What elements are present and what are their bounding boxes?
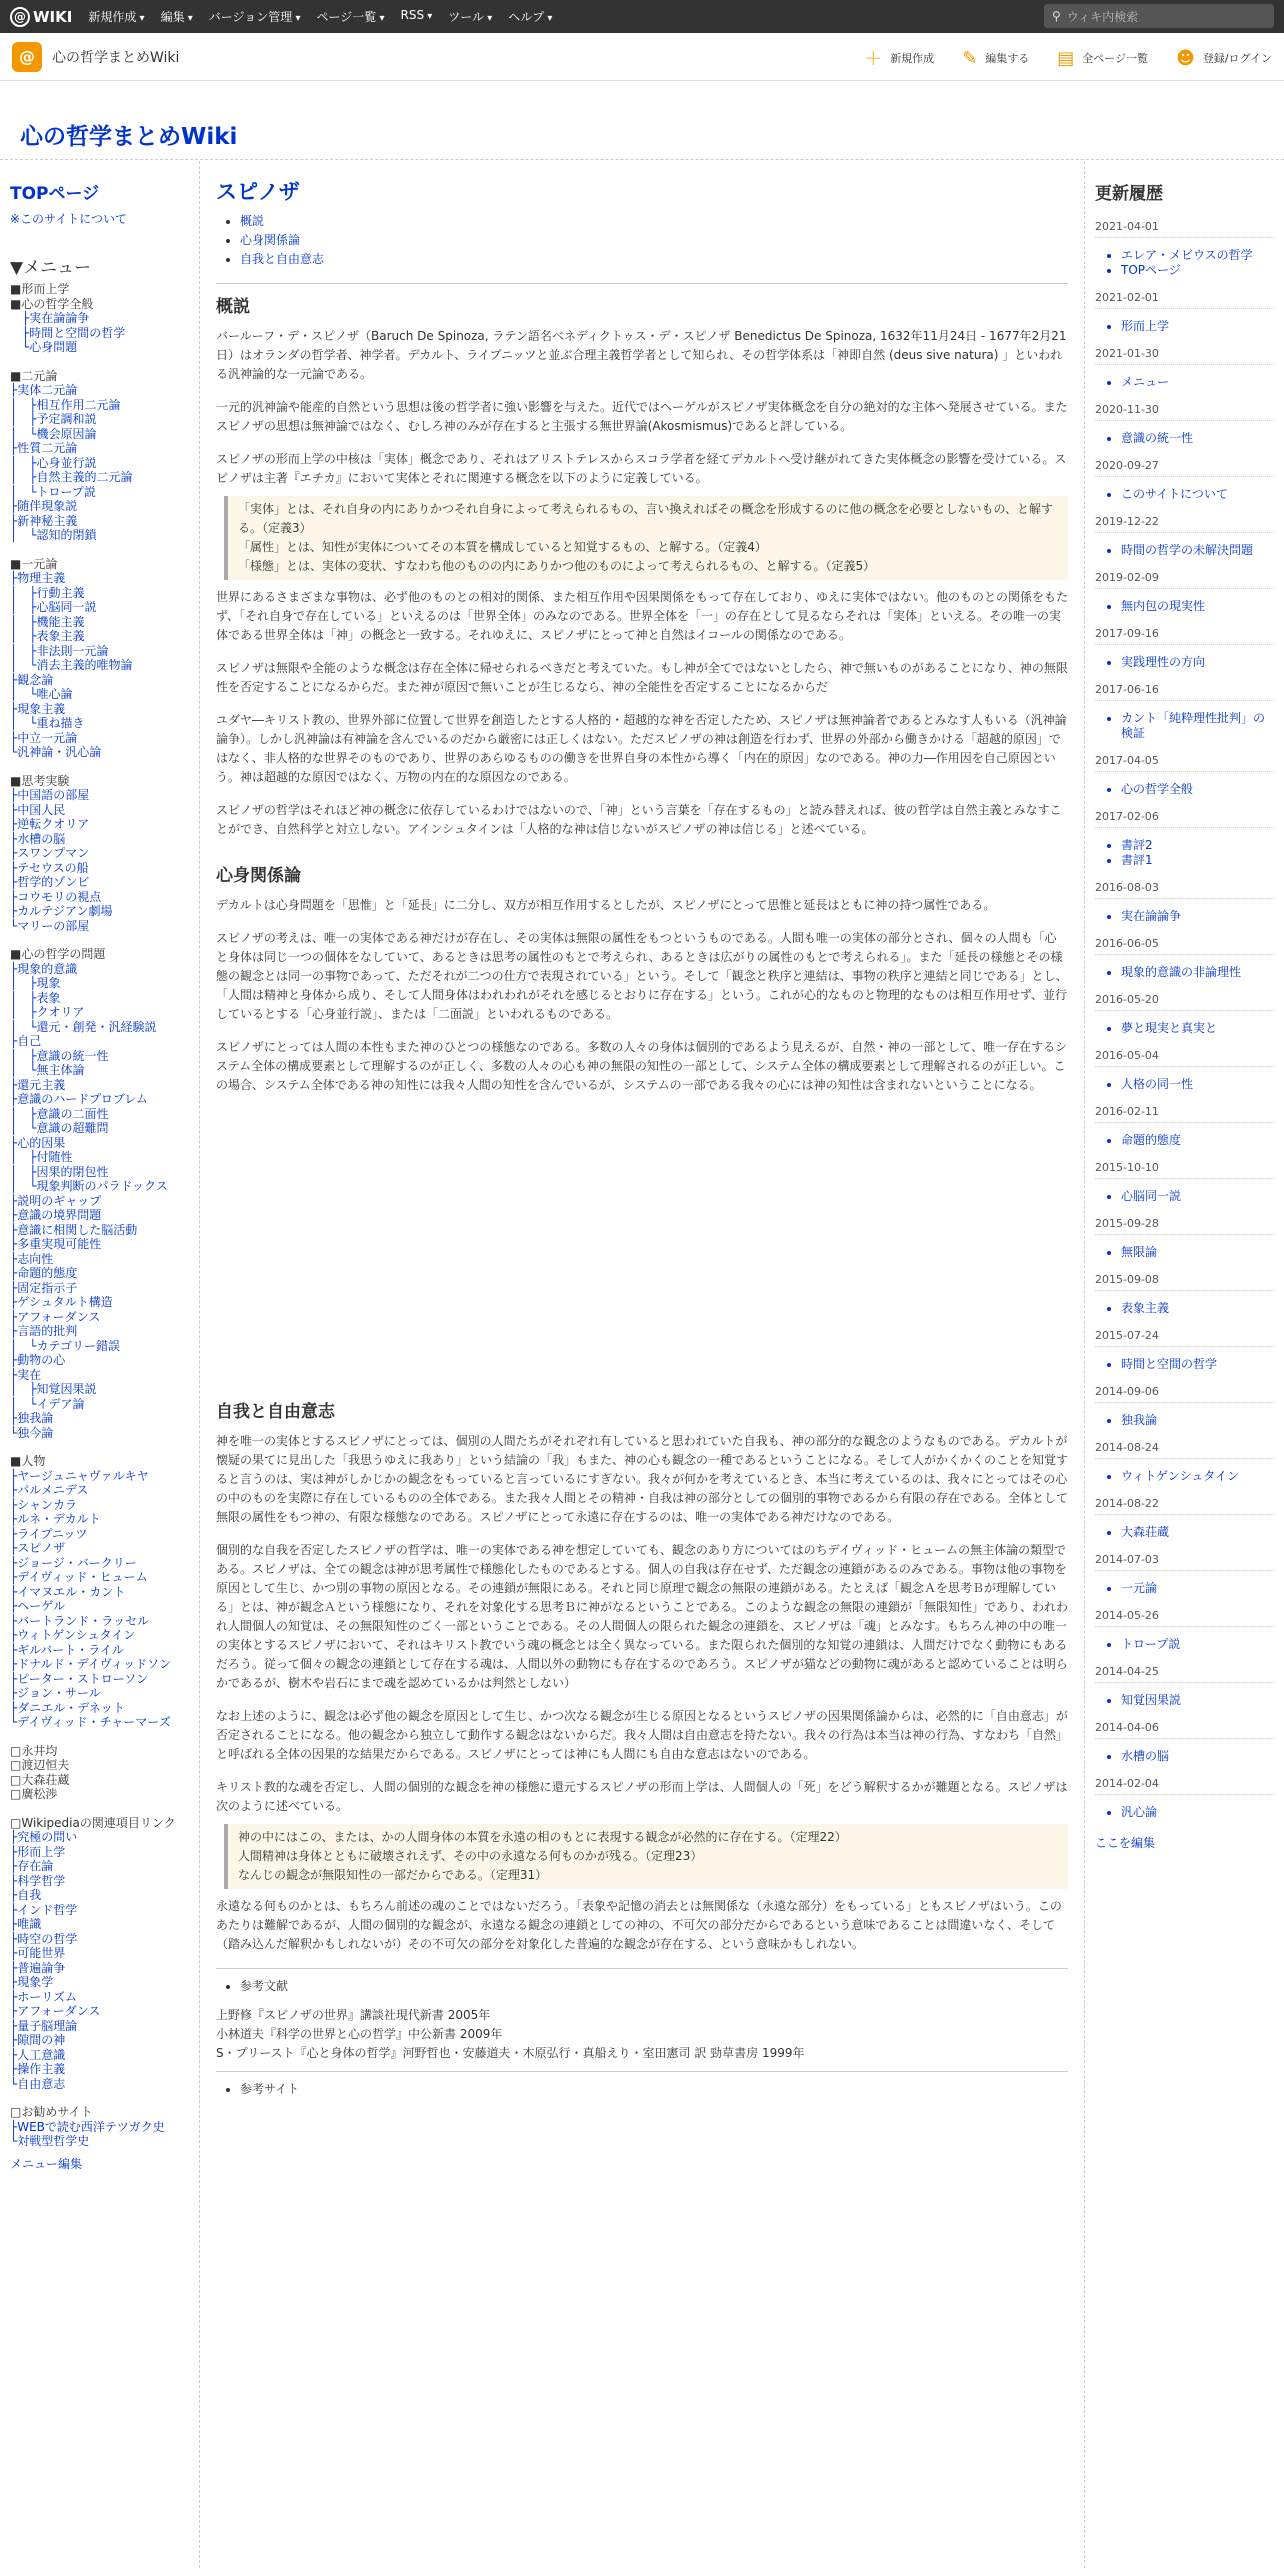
paragraph: 世界にあるさまざまな事物は、必ず他のものとの相対的関係、また相互作用や因果関係をもって存在しており、ゆえに実体ではない。他のものとの関係をもたず、「それ自身で存在している」といえるのは「世界全体」のみなのである。世界全体を「一」の存在として見るならそれは「実体」といえる。その唯一の実体である世界全体は「神」の概念と一致する。それゆえに、スピノザにとって神と自然はイコールの関係なのである。: [216, 590, 1069, 642]
menu-item[interactable]: ├ヘーゲル: [10, 1599, 65, 1613]
menu-item[interactable]: ├意識に相関した脳活動: [10, 1222, 138, 1237]
menu-item[interactable]: ├時空の哲学: [10, 1931, 78, 1946]
menu-item[interactable]: │ ├意識の統一性: [10, 1048, 109, 1063]
users-icon: ☻: [1176, 47, 1195, 69]
menu-item[interactable]: ├新神秘主義: [10, 513, 78, 528]
update-link[interactable]: • このサイトについて: [1121, 487, 1274, 502]
menu-item[interactable]: │ ├自然主義的二元論: [10, 470, 133, 484]
section-heading: 心身関係論: [216, 866, 301, 886]
reference-item: 小林道夫『科学の世界と心の哲学』中公新書 2009年: [216, 2027, 503, 2041]
menu-spacer: [10, 933, 191, 947]
menu-item[interactable]: □渡辺恒夫: [10, 1758, 70, 1772]
top-page-link[interactable]: TOPページ: [10, 184, 100, 204]
menu-item[interactable]: ├命題的態度: [10, 1266, 78, 1280]
right-sidebar: [1084, 161, 1284, 2568]
menu-item[interactable]: ├言語的批判: [10, 1324, 78, 1338]
menu-item[interactable]: │ └無主体論: [10, 1063, 85, 1077]
update-link[interactable]: • カント「純粋理性批判」の検証: [1121, 711, 1274, 741]
update-date: 2016-05-20: [1095, 993, 1274, 1011]
update-link[interactable]: • 形而上学: [1121, 319, 1274, 334]
menu-item[interactable]: │ └カテゴリー錯誤: [10, 1338, 120, 1353]
menu-item[interactable]: ├固定指示子: [10, 1280, 78, 1295]
menu-item[interactable]: ├ピーター・ストローソン: [10, 1671, 149, 1686]
wiki-logo[interactable]: @ WIKI: [10, 7, 72, 27]
login-button[interactable]: ☻ 登録/ログイン: [1176, 47, 1272, 69]
menu-item[interactable]: ├ヤージュニャヴァルキヤ: [10, 1468, 149, 1483]
menu-item[interactable]: ├隙間の神: [10, 2033, 66, 2047]
top-menu-item[interactable]: RSS ▾: [400, 8, 432, 25]
update-link[interactable]: • 現象的意識の非論理性: [1121, 965, 1274, 980]
site-header: [0, 33, 1284, 81]
update-link[interactable]: • 時間と空間の哲学: [1121, 1357, 1274, 1372]
update-link[interactable]: • 意識の統一性: [1121, 431, 1274, 446]
menu-item[interactable]: ├ウィトゲンシュタイン: [10, 1628, 136, 1642]
toc-item: • 自我と自由意志: [240, 250, 1068, 269]
update-date: 2017-06-16: [1095, 683, 1274, 701]
update-date: 2015-09-08: [1095, 1273, 1274, 1291]
right-edit-link[interactable]: ここを編集: [1095, 1836, 1156, 1850]
menu-item[interactable]: └デイヴィッド・チャーマーズ: [10, 1715, 171, 1729]
update-link[interactable]: • 心脳同一説: [1121, 1189, 1274, 1204]
update-date: 2020-09-27: [1095, 459, 1274, 477]
top-menu: [80, 8, 560, 25]
menu-item[interactable]: │ ├知覚因果説: [10, 1382, 97, 1396]
menu-spacer: [10, 1440, 191, 1454]
update-date: 2015-07-24: [1095, 1329, 1274, 1347]
update-date: 2014-04-25: [1095, 1665, 1274, 1683]
update-link[interactable]: • 一元論: [1121, 1581, 1274, 1596]
menu-item[interactable]: ├中国人民: [10, 802, 66, 817]
menu-item[interactable]: ├ジョージ・バークリー: [10, 1555, 137, 1570]
menu-item[interactable]: │ └還元・創発・汎経験説: [10, 1019, 157, 1034]
update-link[interactable]: • 時間の哲学の未解決問題: [1121, 543, 1274, 558]
about-link[interactable]: ※このサイトについて: [10, 212, 127, 226]
menu-item[interactable]: ├普遍論争: [10, 1960, 66, 1975]
menu-item[interactable]: │ ├非法則一元論: [10, 643, 109, 658]
top-menu-item[interactable]: ツール ▾: [448, 8, 492, 25]
update-link[interactable]: • 書評2: [1121, 838, 1274, 853]
menu-item[interactable]: ■一元論: [10, 556, 58, 571]
update-date: 2021-04-01: [1095, 220, 1274, 238]
new-page-button[interactable]: ＋ 新規作成: [864, 45, 934, 71]
update-link[interactable]: • TOPページ: [1121, 263, 1274, 278]
menu-item[interactable]: │ ├相互作用二元論: [10, 397, 121, 412]
menu-item[interactable]: │ ├現象: [10, 976, 61, 990]
menu-spacer: [10, 1802, 191, 1816]
menu-item[interactable]: ■心の哲学の問題: [10, 947, 106, 961]
update-date: 2021-02-01: [1095, 291, 1274, 309]
update-link[interactable]: • 知覚因果説: [1121, 1693, 1274, 1708]
menu-item[interactable]: │ └意識の超難問: [10, 1121, 109, 1135]
menu-item[interactable]: ├中国語の部屋: [10, 788, 90, 802]
update-date: 2016-06-05: [1095, 937, 1274, 955]
main-content: [200, 161, 1084, 2568]
menu-item[interactable]: ├物理主義: [10, 571, 66, 585]
site-banner: [0, 82, 1284, 160]
update-link[interactable]: • 実践理性の方向: [1121, 655, 1274, 670]
menu-item[interactable]: ├ジョン・サール: [10, 1686, 101, 1700]
update-link[interactable]: • トロープ説: [1121, 1637, 1274, 1652]
menu-item[interactable]: ├自我: [10, 1888, 42, 1902]
menu-item[interactable]: │ ├機能主義: [10, 614, 85, 629]
menu-item[interactable]: ├ギルバート・ライル: [10, 1642, 124, 1657]
update-date: 2014-08-24: [1095, 1441, 1274, 1459]
menu-item[interactable]: ■人物: [10, 1454, 46, 1468]
menu-item[interactable]: ├説明のギャップ: [10, 1193, 102, 1208]
menu-item[interactable]: ├現象主義: [10, 701, 66, 716]
update-links: [1121, 1021, 1274, 1036]
paragraph: キリスト教的な魂を否定し、人間の個別的な観念を神の様態に還元するスピノザの形而上学は、人間個人の「死」をどう解釈するかが難題となる。スピノザは次のように述べている。: [216, 1780, 1068, 1813]
update-links: [1121, 1189, 1274, 1204]
update-links: [1121, 909, 1274, 924]
update-links: [1121, 319, 1274, 334]
update-links: [1121, 1749, 1274, 1764]
update-links: [1121, 375, 1274, 390]
update-link[interactable]: • 水槽の脳: [1121, 1749, 1274, 1764]
menu-item[interactable]: ├存在論: [10, 1859, 54, 1873]
reference-item: 上野修『スピノザの世界』講談社現代新書 2005年: [216, 2008, 491, 2022]
edit-button[interactable]: ✎ 編集する: [962, 47, 1030, 69]
page-title: スピノザ: [216, 180, 300, 204]
update-link[interactable]: • 汎心論: [1121, 1805, 1274, 1820]
update-links: [1121, 599, 1274, 614]
menu-heading: ▼メニュー: [10, 258, 92, 278]
menu-item[interactable]: ├実在論論争: [10, 311, 90, 325]
menu-item[interactable]: ├スピノザ: [10, 1541, 66, 1555]
menu-spacer: [10, 543, 191, 557]
menu-item[interactable]: ├意識の境界問題: [10, 1208, 102, 1222]
menu-item[interactable]: │ ├表象主義: [10, 629, 85, 643]
paragraph: スピノザにとっては人間の本性もまた神のひとつの様態なのである。多数の人々の身体は個別的であるよう見えるが、自然・神の一部として、唯一存在するシステム全体の構成要素として理解するのが正しく、多数の人々の心も神の無限の知性の一部として、システム全体の構成要素として理解されるのが正しい。この場合、システム全体である神の知性には我々人間の知性を含んでいるが、システムの一部である我々の心には神の知性は含まれないということになる。: [216, 1040, 1068, 1092]
update-link[interactable]: • メニュー: [1121, 375, 1274, 390]
menu-item[interactable]: ├シャンカラ: [10, 1497, 77, 1512]
menu-item[interactable]: ├カルテジアン劇場: [10, 904, 113, 918]
update-link[interactable]: • 大森荘蔵: [1121, 1525, 1274, 1540]
update-links: [1121, 782, 1274, 797]
update-links: [1121, 655, 1274, 670]
menu-item[interactable]: │ └重ね描き: [10, 716, 85, 730]
update-link[interactable]: • 命題的態度: [1121, 1133, 1274, 1148]
update-links: [1121, 1805, 1274, 1820]
sites-heading: • 参考サイト: [240, 2080, 1068, 2099]
header-actions: [836, 45, 1272, 71]
menu-item[interactable]: ├パルメニデス: [10, 1483, 89, 1497]
menu-item[interactable]: └心身問題: [10, 340, 78, 354]
update-links: [1121, 711, 1274, 741]
menu-item[interactable]: ├形而上学: [10, 1844, 66, 1859]
menu-item[interactable]: ├志向性: [10, 1251, 54, 1266]
menu-item[interactable]: ├ダニエル・デネット: [10, 1700, 125, 1715]
paragraph: 一元的汎神論や能産的自然という思想は後の哲学者に強い影響を与えた。近代ではヘーゲルがスピノザ実体概念を自分の絶対的な主体へ発展させている。またスピノザの思想は無神論ではなく、むしろ神のみが存在すると主張する無世界論(Akosmismus)であると評している。: [216, 400, 1068, 433]
paragraph: スピノザの形而上学の中核は「実体」概念であり、それはアリストテレスからスコラ学者を経てデカルトへ受け継がれてきた実体概念の影響を受けている。スピノザは主著『エチカ』において実体とそれに関連する概念を以下のように定義している。: [216, 452, 1067, 485]
section-heading: 概説: [216, 283, 1068, 317]
menu-item[interactable]: ■思考実験: [10, 773, 70, 788]
update-date: 2014-07-03: [1095, 1553, 1274, 1571]
menu-item[interactable]: ├操作主義: [10, 2062, 66, 2076]
paragraph: ユダヤ―キリスト教の、世界外部に位置して世界を創造したとする人格的・超越的な神を否定したため、スピノザは無神論者であるとみなす人もいる（汎神論論争）。しかし汎神論は有神論を含んでいるのだから厳密には正しくはない。ただスピノザの神は創造を行わず、世界の外部から働きかける「超越的原因」ではなく、非人格的な世界そのものであり、世界のあらゆるものの働きを世界自身の本性から導く「内在的原因」なのである。神の力―作用因を自己原因という。神は超越的な原因ではなく、万物の内在的な原因なのである。: [216, 713, 1067, 784]
menu-item[interactable]: ├還元主義: [10, 1077, 66, 1092]
menu-item[interactable]: │ ├予定調和説: [10, 412, 97, 426]
top-menu-item[interactable]: 編集 ▾: [161, 8, 193, 25]
menu-item[interactable]: ├ドナルド・デイヴィッドソン: [10, 1657, 172, 1671]
update-date: 2017-02-06: [1095, 810, 1274, 828]
menu-spacer: [10, 760, 191, 774]
update-links: [1121, 1245, 1274, 1260]
update-link[interactable]: • 夢と現実と真実と: [1121, 1021, 1274, 1036]
update-date: 2021-01-30: [1095, 347, 1274, 365]
at-icon: @: [10, 7, 30, 27]
update-links: [1121, 1469, 1274, 1484]
menu-item[interactable]: □お勧めサイト: [10, 2105, 93, 2119]
ad-space: [216, 1109, 1068, 1389]
update-links: [1121, 431, 1274, 446]
site-logo-icon[interactable]: @: [12, 42, 42, 72]
update-date: 2015-09-28: [1095, 1217, 1274, 1235]
paragraph: 神を唯一の実体とするスピノザにとっては、個別の人間たちがそれぞれ有していると思われていた自我も、神の部分的な観念のようなものである。デカルトが懐疑の果てに見出した「我思うゆえに我あり」という結論の「我」もまた、神の心も観念の一種であるということになる。そして人がかくかくのことを知覚すると言うのは、実は神がしかじかの観念をもっていると言っているにすぎない。我々が何かを考えているとき、本当に考えているのは、我々にとってはその心の中のものを実際に存在しているものの全体である。また我々人間とその精神・自我は神の部分としての個別的事物であるから有限の存在である。全体として無限の属性をもつ神の、有限な様態なのである。スピノザにとって永遠に存在するのは、唯一の実体である神だけなのである。: [216, 1434, 1069, 1524]
wiki-search-input[interactable]: ⚲ ウィキ内検索: [1044, 4, 1274, 28]
update-link[interactable]: • 人格の同一性: [1121, 1077, 1274, 1092]
top-menu-item[interactable]: ヘルプ ▾: [508, 8, 552, 25]
menu-spacer: [10, 1730, 191, 1744]
sites-section: [216, 2071, 1068, 2099]
menu-item[interactable]: ├インド哲学: [10, 1902, 78, 1917]
update-links: [1121, 1413, 1274, 1428]
paragraph: スピノザの哲学はそれほど神の概念に依存しているわけではないので、「神」という言葉を「存在するもの」と読み替えれば、彼の哲学は自然主義とみなすことができ、自然科学と対立しない。アインシュタインは「人格的な神は信じないがスピノザの神は信じる」と述べている。: [216, 803, 1062, 836]
menu-item[interactable]: ├人工意識: [10, 2047, 66, 2062]
table-of-contents: [216, 212, 1068, 269]
menu-item[interactable]: ├イマヌエル・カント: [10, 1584, 126, 1599]
update-links: [1121, 1357, 1274, 1372]
reference-item: S・プリースト『心と身体の哲学』河野哲也・安藤道夫・木原弘行・真船えり・室田憲司 訳 勁草書房 1999年: [216, 2046, 805, 2060]
update-links: [1121, 1693, 1274, 1708]
update-history-list: [1095, 220, 1274, 1820]
update-link[interactable]: • 無内包の現実性: [1121, 599, 1274, 614]
menu-item[interactable]: ├現象学: [10, 1975, 54, 1989]
menu-item[interactable]: ├科学哲学: [10, 1873, 66, 1888]
update-date: 2016-02-11: [1095, 1105, 1274, 1123]
menu-item[interactable]: ├究極の問い: [10, 1830, 78, 1844]
menu-item[interactable]: ├ホーリズム: [10, 1989, 77, 2004]
all-pages-button[interactable]: ▤ 全ページ一覧: [1057, 47, 1149, 69]
menu-item[interactable]: ├唯識: [10, 1917, 42, 1931]
menu-item[interactable]: ■心の哲学全般: [10, 296, 94, 311]
menu-tree: [10, 282, 191, 2149]
menu-item[interactable]: ├ライプニッツ: [10, 1526, 88, 1541]
menu-item[interactable]: │ ├クオリア: [10, 1005, 85, 1019]
update-date: 2017-09-16: [1095, 627, 1274, 645]
update-links: [1121, 1637, 1274, 1652]
menu-item[interactable]: │ ├心脳同一説: [10, 600, 97, 614]
top-menu-item[interactable]: 新規作成 ▾: [88, 8, 144, 25]
menu-item[interactable]: ├哲学的ゾンビ: [10, 875, 90, 889]
blockquote: 「実体」とは、それ自身の内にありかつそれ自身によって考えられるもの、言い換えればその概念を形成するのに他の概念を必要としないもの、と解する。（定義3） 「属性」とは、知性が実体についてその本質を構成していると知覚するもの、と解する。（定義4） 「様態」とは、実体の変状、すなわち他のものの内にありかつ他のものによって考えられるもの、と解する。（定義5）: [224, 496, 1068, 580]
menu-item[interactable]: │ ├因果的閉包性: [10, 1164, 109, 1179]
menu-item[interactable]: ├逆転クオリア: [10, 817, 90, 831]
site-name-link[interactable]: 心の哲学まとめWiki: [52, 49, 180, 66]
menu-item[interactable]: ├スワンプマン: [10, 846, 90, 860]
toc-item: • 概説: [240, 212, 1068, 231]
top-navbar: [0, 0, 1284, 33]
menu-item[interactable]: ├量子脳理論: [10, 2018, 78, 2033]
left-sidebar: [0, 161, 200, 2568]
menu-item[interactable]: │ └唯心論: [10, 687, 73, 701]
update-date: 2014-04-06: [1095, 1721, 1274, 1739]
menu-item[interactable]: └独今論: [10, 1425, 54, 1440]
menu-item[interactable]: ├自己: [10, 1034, 42, 1048]
update-link[interactable]: • 心の哲学全般: [1121, 782, 1274, 797]
paragraph: スピノザの考えは、唯一の実体である神だけが存在し、その実体は無限の属性をもつというものである。人間も唯一の実体の部分とされ、個々の人間も「心と身体は同じ一つの個体をなしていて、あるときは思考の属性のもとで考えられ、あるときは広がりの属性のもとで考えられる」。また「延長の様態とその様態の観念とは同一の事物であって、ただそれが二つの仕方で表現されている」という。そして「観念と秩序と連結は、事物の秩序と連結と同じである」とし、「人間は精神と身体から成り、そして人間身体はわれわれがそれを感じるとおりに存在する」という。これが心的なものと物理的なものは相互作用せず、並行しているとする「心身並行説」、または「二面説」といわれるものである。: [216, 931, 1068, 1021]
update-date: 2016-08-03: [1095, 881, 1274, 899]
menu-item[interactable]: ├バートランド・ラッセル: [10, 1613, 149, 1628]
document-icon: ▤: [1057, 47, 1075, 69]
update-date: 2014-02-04: [1095, 1777, 1274, 1795]
update-link[interactable]: • 実在論論争: [1121, 909, 1274, 924]
menu-item[interactable]: │ └現象判断のパラドックス: [10, 1179, 168, 1193]
paragraph: 個別的な自我を否定したスピノザの哲学は、唯一の実体である神を想定していても、観念のあり方についてはのちデイヴィッド・ヒュームの無主体論の類型である。スピノザは、全ての観念は神が思考属性で様態化したものであるとする。個人の自我は存在せず、ただ観念の連鎖があるのみである。事物は他の事物を原因として生じ、かつ別の事物の原因となる。その連鎖が無限にある。それと同じ原理で観念の無限の連鎖がある。たとえば「観念Ａを思考Ｂが理解している」とは、神が観念Ａという様態になり、それを対象化する思考Ｂに神がなるということである。このような観念の無限の連鎖が「無限知性」であり、われわれ人間個人の知覚は、その無限知性のごく一部ということである。その人間個人の限られた観念の連鎖を、スピノザは「魂」とみなす。もちろん神の中の唯一の実体とするスピノザにおいて、それはキリスト教でいう魂の概念とは全く異なっている。また限られた個別的な知覚の連鎖は、人間だけでなく動物にもあるだろう。従って個々の観念の連鎖として存在する魂は、人間以外の動物にも存在するのであろう。スピノザが猫などの動物に魂があると認めていることは明らかであるが、樹木や岩石にまで魂を認めているかは判然としない）: [216, 1543, 1069, 1690]
menu-item[interactable]: ├ルネ・デカルト: [10, 1512, 101, 1526]
menu-item[interactable]: ├可能世界: [10, 1946, 66, 1960]
menu-item[interactable]: └汎神論・汎心論: [10, 745, 102, 759]
update-links: [1121, 487, 1274, 502]
update-link[interactable]: • エレア・メビウスの哲学: [1121, 248, 1274, 263]
update-date: 2014-09-06: [1095, 1385, 1274, 1403]
menu-item[interactable]: ├テセウスの船: [10, 860, 89, 875]
update-link[interactable]: • 表象主義: [1121, 1301, 1274, 1316]
menu-item[interactable]: │ └消去主義的唯物論: [10, 658, 133, 672]
menu-item[interactable]: ├独我論: [10, 1411, 54, 1425]
menu-item[interactable]: ├動物の心: [10, 1353, 66, 1367]
update-date: 2016-05-04: [1095, 1049, 1274, 1067]
menu-item[interactable]: ├ゲシュタルト構造: [10, 1295, 113, 1309]
update-date: 2014-08-22: [1095, 1497, 1274, 1515]
update-link[interactable]: • 無限論: [1121, 1245, 1274, 1260]
menu-item[interactable]: │ ├心身並行説: [10, 455, 97, 470]
menu-item[interactable]: □永井均: [10, 1743, 58, 1758]
update-date: 2015-10-10: [1095, 1161, 1274, 1179]
paragraph: バールーフ・デ・スピノザ（Baruch De Spinoza, ラテン語名ベネディクトゥス・デ・スピノザ Benedictus De Spinoza, 1632年11月24日 - 1677年2月21日）はオランダの哲学者、神学者。デカルト、ライプニッツと並ぶ合理主義哲学者として知られ、その哲学体系は「神即自然 (deus sive natura) 」といわれる汎神論的な一元論である。: [216, 329, 1067, 381]
references-section: [216, 1968, 1068, 1996]
menu-item[interactable]: ├コウモリの視点: [10, 889, 102, 904]
menu-item[interactable]: │ └トロープ説: [10, 484, 96, 499]
menu-item[interactable]: │ ├行動主義: [10, 585, 85, 600]
update-date: 2019-12-22: [1095, 515, 1274, 533]
menu-item[interactable]: │ ├表象: [10, 990, 61, 1005]
menu-item[interactable]: │ ├付随性: [10, 1150, 73, 1164]
plus-icon: ＋: [864, 49, 883, 70]
menu-item[interactable]: │ └イデア論: [10, 1396, 85, 1411]
update-links: [1121, 1133, 1274, 1148]
update-links: [1121, 1581, 1274, 1596]
update-links: [1121, 1301, 1274, 1316]
update-link[interactable]: • 書評1: [1121, 853, 1274, 868]
menu-item[interactable]: ├随伴現象説: [10, 499, 78, 513]
menu-item[interactable]: └対戦型哲学史: [10, 2134, 90, 2148]
menu-item[interactable]: ├水槽の脳: [10, 831, 66, 846]
menu-item[interactable]: ├アフォーダンス: [10, 1309, 101, 1324]
menu-item[interactable]: □大森荘蔵: [10, 1772, 70, 1787]
paragraph: 永遠なる何ものかとは、もちろん前述の魂のことではないだろう。「表象や記憶の消去とは無関係な（永遠な部分）をもっている」ともスピノザはいう。このあたりは難解であるが、人間の個別的な観念が、永遠なる観念の連鎖としての神の、不可欠の部分だからであるという意味であることは間違いなく、そして（踏み込んだ解釈かもしれないが）その不可欠の部分を対象化した普遍的な観念が存在する、という意味かもしれない。: [216, 1899, 1062, 1951]
blockquote: 神の中にはこの、または、かの人間身体の本質を永遠の相のもとに表現する観念が必然的に存在する。（定理22） 人間精神は身体とともに破壊されえず、その中の永遠なる何ものかが残る。（定理23） なんじの観念が無限知性の一部だからである。（定理31）: [224, 1824, 1068, 1889]
menu-item[interactable]: ├アフォーダンス: [10, 2004, 101, 2018]
menu-item[interactable]: ├観念論: [10, 672, 54, 687]
menu-item[interactable]: ├デイヴィッド・ヒューム: [10, 1570, 148, 1584]
menu-spacer: [10, 355, 191, 369]
menu-item[interactable]: ├中立一元論: [10, 730, 78, 745]
toc-item: • 心身関係論: [240, 231, 1068, 250]
top-menu-item[interactable]: バージョン管理 ▾: [209, 8, 301, 25]
menu-item[interactable]: ├心的因果: [10, 1135, 66, 1150]
paragraph: スピノザは無限や全能のような概念は存在全体に帰せられるべきだと考えていた。もし神が全てではないとしたら、神で無いものがあることになり、神の無限性を否定することになるからだ。また神が原因で無いことが生じるなら、神の全能性を否定することになるからだ: [216, 661, 1068, 694]
update-links: [1121, 838, 1274, 868]
menu-item[interactable]: └自由意志: [10, 2076, 66, 2091]
menu-item[interactable]: └マリーの部屋: [10, 918, 90, 933]
update-date: 2020-11-30: [1095, 403, 1274, 421]
section-heading: 自我と自由意志: [216, 1402, 335, 1422]
update-links: [1121, 1077, 1274, 1092]
paragraph: デカルトは心身問題を「思惟」と「延長」に二分し、双方が相互作用するとしたが、スピノザにとって思惟と延長はともに神の持つ属性である。: [216, 898, 996, 912]
menu-item[interactable]: ■形而上学: [10, 282, 70, 296]
menu-item[interactable]: │ ├意識の二面性: [10, 1106, 109, 1121]
references-heading: • 参考文献: [240, 1977, 1068, 1996]
update-link[interactable]: • ウィトゲンシュタイン: [1121, 1469, 1274, 1484]
update-links: [1121, 965, 1274, 980]
search-icon: ⚲: [1052, 9, 1061, 23]
top-menu-item[interactable]: ページ一覧 ▾: [317, 8, 385, 25]
update-links: [1121, 1525, 1274, 1540]
update-date: 2014-05-26: [1095, 1609, 1274, 1627]
banner-title[interactable]: 心の哲学まとめWiki: [20, 124, 238, 150]
update-links: [1121, 543, 1274, 558]
update-date: 2017-04-05: [1095, 754, 1274, 772]
update-history-heading: 更新履歴: [1095, 184, 1163, 204]
update-link[interactable]: • 独我論: [1121, 1413, 1274, 1428]
menu-item[interactable]: ■二元論: [10, 368, 58, 383]
menu-item[interactable]: │ └機会原因論: [10, 426, 97, 441]
update-links: [1121, 248, 1274, 278]
menu-item[interactable]: ├実在: [10, 1367, 42, 1382]
menu-item[interactable]: ├現象的意識: [10, 961, 78, 976]
menu-item[interactable]: ├実体二元論: [10, 383, 78, 397]
menu-item[interactable]: ├意識のハードプロブレム: [10, 1092, 148, 1106]
menu-item[interactable]: ├時間と空間の哲学: [10, 325, 126, 340]
menu-item[interactable]: ├性質二元論: [10, 441, 78, 455]
menu-item[interactable]: │ └認知的閉鎖: [10, 528, 97, 542]
menu-edit-link[interactable]: メニュー編集: [10, 2156, 83, 2171]
menu-spacer: [10, 2091, 191, 2105]
menu-item[interactable]: □廣松渉: [10, 1787, 58, 1801]
update-date: 2019-02-09: [1095, 571, 1274, 589]
pencil-icon: ✎: [962, 47, 978, 69]
menu-item[interactable]: ├WEBで読む西洋テツガク史: [10, 2119, 165, 2134]
menu-item[interactable]: □Wikipediaの関連項目リンク: [10, 1815, 176, 1830]
paragraph: なお上述のように、観念は必ず他の観念を原因として生じ、かつ次なる観念が生じる原因となるというスピノザの因果関係論からは、必然的に「自由意志」が否定されることになる。他の観念から独立して動作する観念はないからだ。我々人間は自由意志を持たない。我々の行為は本当は神の行為、すなわち「自然」と呼ばれる全体の因果的な結果だからである。スピノザにとっては神にも人間にも自由な意志はないのである。: [216, 1709, 1069, 1761]
menu-item[interactable]: ├多重実現可能性: [10, 1237, 102, 1251]
